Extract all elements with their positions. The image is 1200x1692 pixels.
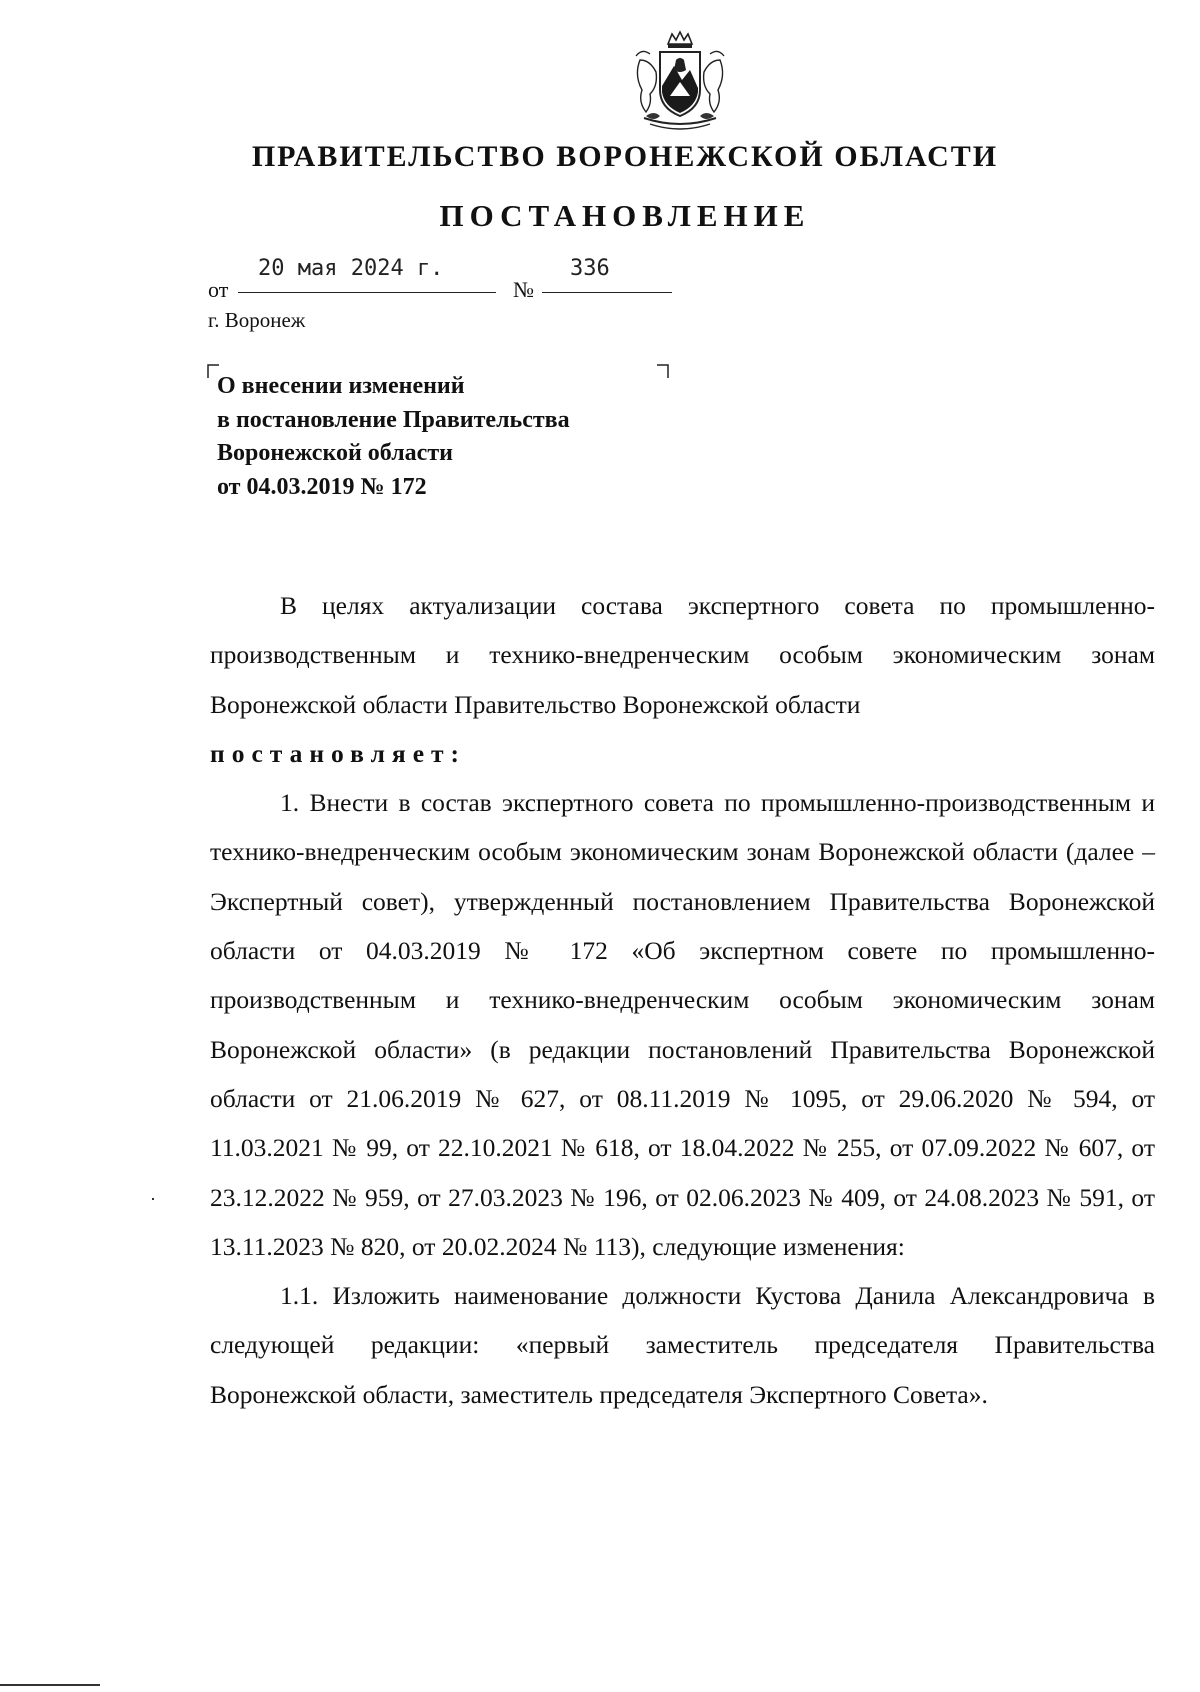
scan-mark xyxy=(0,1684,100,1686)
document-body xyxy=(210,581,1155,1419)
date-value: 20 мая 2024 г. xyxy=(258,256,444,281)
corner-bracket-right xyxy=(657,364,669,378)
subject-line: Воронежской области xyxy=(217,440,453,466)
government-title: ПРАВИТЕЛЬСТВО ВОРОНЕЖСКОЙ ОБЛАСТИ xyxy=(251,140,999,173)
document-type-title: ПОСТАНОВЛЕНИЕ xyxy=(439,198,811,233)
decree-word-line xyxy=(210,729,1155,778)
number-value: 336 xyxy=(570,256,610,281)
date-underline xyxy=(238,292,496,293)
subject-line: в постановление Правительства xyxy=(217,406,570,433)
item-1-paragraph: 1. Внести в состав экспертного совета по промышленно-производственным и технико-внедренческим особым экономическим зонам Воронежской области (далее – Экспертный совет), утвержденный постановлением Правительства Воронежской области от 04.03.2019 № 172 «Об экспертном совете по промышленно-производственным и технико-внедренческим особым экономическим зонам Воронежской области» (в редакции постановлений Правительства Воронежской области от 21.06.2019 № 627, от 08.11.2019 № 1095, от 29.06.2020 № 594, от 11.03.2021 № 99, от 22.10.2021 № 618, от 18.04.2022 № 255, от 07.09.2022 № 607, от 23.12.2022 № 959, от 27.03.2023 № 196, от 02.06.2023 № 409, от 24.08.2023 № 591, от 13.11.2023 № 820, от 20.02.2024 № 113), следующие изменения: xyxy=(210,788,1155,1261)
subject-line: от 04.03.2019 № 172 xyxy=(217,473,427,500)
decree-word: постановляет: xyxy=(210,738,467,768)
document-subject xyxy=(217,370,570,504)
scan-mark xyxy=(152,1198,154,1200)
number-label: № xyxy=(513,277,534,302)
coat-of-arms-icon xyxy=(630,30,730,135)
city-name: г. Воронеж xyxy=(208,308,306,332)
number-underline xyxy=(542,292,672,293)
date-label: от xyxy=(208,277,229,302)
item-1-1-paragraph: 1.1. Изложить наименование должности Кустова Данила Александровича в следующей редакции: «первый заместитель председателя Правительства Воронежской области, заместитель председателя Экспертного Совета». xyxy=(210,1281,1155,1409)
preamble-paragraph: В целях актуализации состава экспертного совета по промышленно-производственным и технико-внедренческим особым экономическим зонам Воронежской области Правительство Воронежской области xyxy=(210,591,1155,719)
subject-line: О внесении изменений xyxy=(217,373,465,399)
